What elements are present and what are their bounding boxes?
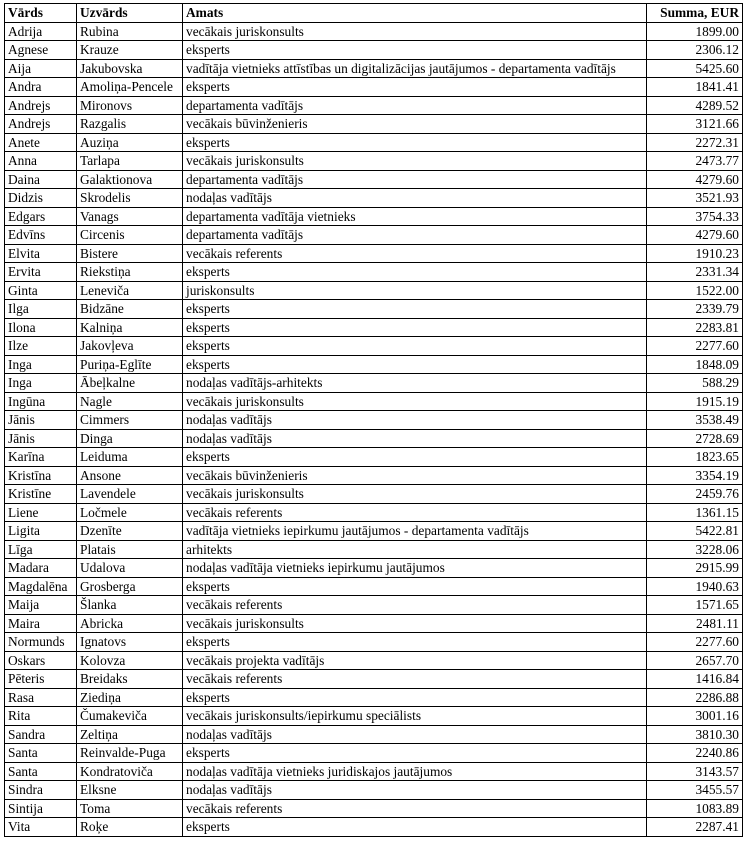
amount-cell: 2283.81 xyxy=(647,318,743,337)
first-name-cell: Maija xyxy=(5,596,77,615)
amount-cell: 3001.16 xyxy=(647,707,743,726)
table-row xyxy=(5,263,743,282)
amount-cell: 1915.19 xyxy=(647,392,743,411)
last-name-cell: Tarlapa xyxy=(77,152,183,171)
amount-cell: 1361.15 xyxy=(647,503,743,522)
last-name-cell: Udalova xyxy=(77,559,183,578)
position-cell: vecākais juriskonsults xyxy=(183,614,647,633)
table-row xyxy=(5,170,743,189)
amount-cell: 3354.19 xyxy=(647,466,743,485)
first-name-cell: Magdalēna xyxy=(5,577,77,596)
position-cell: vecākais referents xyxy=(183,596,647,615)
position-cell: eksperts xyxy=(183,78,647,97)
first-name-cell: Andrejs xyxy=(5,96,77,115)
first-name-cell: Santa xyxy=(5,744,77,763)
header-position: Amats xyxy=(183,4,647,23)
last-name-cell: Amoliņa-Pencele xyxy=(77,78,183,97)
last-name-cell: Reinvalde-Puga xyxy=(77,744,183,763)
position-cell: juriskonsults xyxy=(183,281,647,300)
first-name-cell: Sintija xyxy=(5,799,77,818)
last-name-cell: Cimmers xyxy=(77,411,183,430)
last-name-cell: Leneviča xyxy=(77,281,183,300)
position-cell: arhitekts xyxy=(183,540,647,559)
amount-cell: 2277.60 xyxy=(647,337,743,356)
last-name-cell: Abricka xyxy=(77,614,183,633)
first-name-cell: Madara xyxy=(5,559,77,578)
position-cell: vecākais juriskonsults xyxy=(183,152,647,171)
position-cell: nodaļas vadītājs xyxy=(183,725,647,744)
first-name-cell: Normunds xyxy=(5,633,77,652)
last-name-cell: Skrodelis xyxy=(77,189,183,208)
last-name-cell: Jakovļeva xyxy=(77,337,183,356)
position-cell: vecākais referents xyxy=(183,244,647,263)
first-name-cell: Sindra xyxy=(5,781,77,800)
position-cell: eksperts xyxy=(183,688,647,707)
table-row xyxy=(5,485,743,504)
position-cell: departamenta vadītāja vietnieks xyxy=(183,207,647,226)
last-name-cell: Circenis xyxy=(77,226,183,245)
position-cell: vecākais projekta vadītājs xyxy=(183,651,647,670)
position-cell: eksperts xyxy=(183,318,647,337)
table-row xyxy=(5,744,743,763)
position-cell: departamenta vadītājs xyxy=(183,170,647,189)
position-cell: vadītāja vietnieks iepirkumu jautājumos - departamenta vadītājs xyxy=(183,522,647,541)
last-name-cell: Bidzāne xyxy=(77,300,183,319)
amount-cell: 4289.52 xyxy=(647,96,743,115)
first-name-cell: Aija xyxy=(5,59,77,78)
first-name-cell: Ginta xyxy=(5,281,77,300)
first-name-cell: Maira xyxy=(5,614,77,633)
first-name-cell: Jānis xyxy=(5,411,77,430)
table-row xyxy=(5,59,743,78)
last-name-cell: Kolovza xyxy=(77,651,183,670)
first-name-cell: Andra xyxy=(5,78,77,97)
amount-cell: 2306.12 xyxy=(647,41,743,60)
position-cell: nodaļas vadītājs xyxy=(183,189,647,208)
first-name-cell: Edgars xyxy=(5,207,77,226)
first-name-cell: Sandra xyxy=(5,725,77,744)
table-row xyxy=(5,688,743,707)
amount-cell: 2459.76 xyxy=(647,485,743,504)
first-name-cell: Pēteris xyxy=(5,670,77,689)
table-row xyxy=(5,781,743,800)
amount-cell: 3228.06 xyxy=(647,540,743,559)
position-cell: nodaļas vadītājs xyxy=(183,429,647,448)
table-row xyxy=(5,651,743,670)
table-row xyxy=(5,355,743,374)
table-row xyxy=(5,133,743,152)
last-name-cell: Ziediņa xyxy=(77,688,183,707)
position-cell: vadītāja vietnieks attīstības un digitalizācijas jautājumos - departamenta vadītājs xyxy=(183,59,647,78)
table-row xyxy=(5,244,743,263)
last-name-cell: Platais xyxy=(77,540,183,559)
position-cell: eksperts xyxy=(183,263,647,282)
amount-cell: 4279.60 xyxy=(647,226,743,245)
position-cell: vecākais būvinženieris xyxy=(183,115,647,134)
first-name-cell: Elvita xyxy=(5,244,77,263)
position-cell: eksperts xyxy=(183,337,647,356)
table-row xyxy=(5,411,743,430)
table-row xyxy=(5,614,743,633)
table-row xyxy=(5,577,743,596)
amount-cell: 1522.00 xyxy=(647,281,743,300)
table-row xyxy=(5,392,743,411)
table-row xyxy=(5,448,743,467)
position-cell: departamenta vadītājs xyxy=(183,96,647,115)
amount-cell: 1940.63 xyxy=(647,577,743,596)
amount-cell: 2240.86 xyxy=(647,744,743,763)
position-cell: departamenta vadītājs xyxy=(183,226,647,245)
position-cell: eksperts xyxy=(183,133,647,152)
last-name-cell: Čumakeviča xyxy=(77,707,183,726)
table-row xyxy=(5,633,743,652)
first-name-cell: Jānis xyxy=(5,429,77,448)
amount-cell: 2473.77 xyxy=(647,152,743,171)
last-name-cell: Leiduma xyxy=(77,448,183,467)
amount-cell: 2481.11 xyxy=(647,614,743,633)
position-cell: nodaļas vadītājs xyxy=(183,781,647,800)
last-name-cell: Kalniņa xyxy=(77,318,183,337)
first-name-cell: Agnese xyxy=(5,41,77,60)
table-row xyxy=(5,337,743,356)
amount-cell: 3521.93 xyxy=(647,189,743,208)
position-cell: vecākais referents xyxy=(183,670,647,689)
last-name-cell: Grosberga xyxy=(77,577,183,596)
last-name-cell: Elksne xyxy=(77,781,183,800)
last-name-cell: Ābeļkalne xyxy=(77,374,183,393)
amount-cell: 1416.84 xyxy=(647,670,743,689)
table-header-row xyxy=(5,4,743,23)
salary-table xyxy=(4,3,743,837)
position-cell: vecākais juriskonsults/iepirkumu speciālists xyxy=(183,707,647,726)
amount-cell: 2286.88 xyxy=(647,688,743,707)
table-row xyxy=(5,799,743,818)
first-name-cell: Anna xyxy=(5,152,77,171)
amount-cell: 1899.00 xyxy=(647,22,743,41)
amount-cell: 2915.99 xyxy=(647,559,743,578)
position-cell: nodaļas vadītājs-arhitekts xyxy=(183,374,647,393)
table-row xyxy=(5,725,743,744)
position-cell: nodaļas vadītājs xyxy=(183,411,647,430)
last-name-cell: Vanags xyxy=(77,207,183,226)
first-name-cell: Didzis xyxy=(5,189,77,208)
table-row xyxy=(5,374,743,393)
first-name-cell: Ilze xyxy=(5,337,77,356)
first-name-cell: Anete xyxy=(5,133,77,152)
last-name-cell: Roķe xyxy=(77,818,183,837)
last-name-cell: Galaktionova xyxy=(77,170,183,189)
amount-cell: 2657.70 xyxy=(647,651,743,670)
table-row xyxy=(5,762,743,781)
table-row xyxy=(5,22,743,41)
amount-cell: 2331.34 xyxy=(647,263,743,282)
table-body xyxy=(5,22,743,836)
first-name-cell: Adrija xyxy=(5,22,77,41)
last-name-cell: Šlanka xyxy=(77,596,183,615)
last-name-cell: Lavendele xyxy=(77,485,183,504)
position-cell: eksperts xyxy=(183,744,647,763)
table-row xyxy=(5,281,743,300)
position-cell: eksperts xyxy=(183,355,647,374)
amount-cell: 2277.60 xyxy=(647,633,743,652)
first-name-cell: Kristīne xyxy=(5,485,77,504)
last-name-cell: Auziņa xyxy=(77,133,183,152)
amount-cell: 1841.41 xyxy=(647,78,743,97)
position-cell: eksperts xyxy=(183,577,647,596)
first-name-cell: Edvīns xyxy=(5,226,77,245)
amount-cell: 3455.57 xyxy=(647,781,743,800)
last-name-cell: Ignatovs xyxy=(77,633,183,652)
table-row xyxy=(5,522,743,541)
table-row xyxy=(5,207,743,226)
first-name-cell: Rita xyxy=(5,707,77,726)
first-name-cell: Inga xyxy=(5,374,77,393)
table-row xyxy=(5,78,743,97)
first-name-cell: Daina xyxy=(5,170,77,189)
last-name-cell: Rubina xyxy=(77,22,183,41)
amount-cell: 1910.23 xyxy=(647,244,743,263)
first-name-cell: Ervita xyxy=(5,263,77,282)
amount-cell: 1848.09 xyxy=(647,355,743,374)
position-cell: eksperts xyxy=(183,818,647,837)
position-cell: vecākais juriskonsults xyxy=(183,392,647,411)
table-row xyxy=(5,559,743,578)
first-name-cell: Ilona xyxy=(5,318,77,337)
last-name-cell: Dinga xyxy=(77,429,183,448)
position-cell: eksperts xyxy=(183,300,647,319)
last-name-cell: Bistere xyxy=(77,244,183,263)
position-cell: vecākais referents xyxy=(183,503,647,522)
first-name-cell: Ligita xyxy=(5,522,77,541)
table-row xyxy=(5,818,743,837)
position-cell: nodaļas vadītāja vietnieks juridiskajos jautājumos xyxy=(183,762,647,781)
amount-cell: 3810.30 xyxy=(647,725,743,744)
last-name-cell: Razgalis xyxy=(77,115,183,134)
amount-cell: 2728.69 xyxy=(647,429,743,448)
last-name-cell: Dzenīte xyxy=(77,522,183,541)
header-last-name: Uzvārds xyxy=(77,4,183,23)
first-name-cell: Oskars xyxy=(5,651,77,670)
table-row xyxy=(5,115,743,134)
table-row xyxy=(5,670,743,689)
table-row xyxy=(5,226,743,245)
last-name-cell: Mironovs xyxy=(77,96,183,115)
header-amount: Summa, EUR xyxy=(647,4,743,23)
position-cell: vecākais būvinženieris xyxy=(183,466,647,485)
last-name-cell: Breidaks xyxy=(77,670,183,689)
table-row xyxy=(5,300,743,319)
first-name-cell: Santa xyxy=(5,762,77,781)
amount-cell: 3538.49 xyxy=(647,411,743,430)
amount-cell: 1823.65 xyxy=(647,448,743,467)
table-row xyxy=(5,707,743,726)
amount-cell: 4279.60 xyxy=(647,170,743,189)
header-first-name: Vārds xyxy=(5,4,77,23)
last-name-cell: Puriņa-Eglīte xyxy=(77,355,183,374)
amount-cell: 2339.79 xyxy=(647,300,743,319)
last-name-cell: Zeltiņa xyxy=(77,725,183,744)
last-name-cell: Riekstiņa xyxy=(77,263,183,282)
amount-cell: 5422.81 xyxy=(647,522,743,541)
first-name-cell: Rasa xyxy=(5,688,77,707)
amount-cell: 5425.60 xyxy=(647,59,743,78)
last-name-cell: Kondratoviča xyxy=(77,762,183,781)
table-row xyxy=(5,41,743,60)
position-cell: eksperts xyxy=(183,633,647,652)
table-row xyxy=(5,429,743,448)
amount-cell: 3754.33 xyxy=(647,207,743,226)
first-name-cell: Inga xyxy=(5,355,77,374)
first-name-cell: Vita xyxy=(5,818,77,837)
amount-cell: 2272.31 xyxy=(647,133,743,152)
last-name-cell: Krauze xyxy=(77,41,183,60)
table-row xyxy=(5,540,743,559)
table-row xyxy=(5,503,743,522)
position-cell: vecākais referents xyxy=(183,799,647,818)
first-name-cell: Kristīna xyxy=(5,466,77,485)
amount-cell: 3143.57 xyxy=(647,762,743,781)
last-name-cell: Toma xyxy=(77,799,183,818)
first-name-cell: Ilga xyxy=(5,300,77,319)
position-cell: eksperts xyxy=(183,448,647,467)
last-name-cell: Ansone xyxy=(77,466,183,485)
last-name-cell: Jakubovska xyxy=(77,59,183,78)
position-cell: eksperts xyxy=(183,41,647,60)
first-name-cell: Ingūna xyxy=(5,392,77,411)
table-row xyxy=(5,189,743,208)
position-cell: vecākais juriskonsults xyxy=(183,485,647,504)
table-row xyxy=(5,318,743,337)
first-name-cell: Andrejs xyxy=(5,115,77,134)
last-name-cell: Ločmele xyxy=(77,503,183,522)
table-row xyxy=(5,596,743,615)
first-name-cell: Līga xyxy=(5,540,77,559)
table-row xyxy=(5,466,743,485)
first-name-cell: Liene xyxy=(5,503,77,522)
first-name-cell: Karīna xyxy=(5,448,77,467)
amount-cell: 3121.66 xyxy=(647,115,743,134)
amount-cell: 588.29 xyxy=(647,374,743,393)
table-row xyxy=(5,152,743,171)
position-cell: nodaļas vadītāja vietnieks iepirkumu jautājumos xyxy=(183,559,647,578)
position-cell: vecākais juriskonsults xyxy=(183,22,647,41)
table-row xyxy=(5,96,743,115)
last-name-cell: Nagle xyxy=(77,392,183,411)
amount-cell: 2287.41 xyxy=(647,818,743,837)
amount-cell: 1083.89 xyxy=(647,799,743,818)
amount-cell: 1571.65 xyxy=(647,596,743,615)
